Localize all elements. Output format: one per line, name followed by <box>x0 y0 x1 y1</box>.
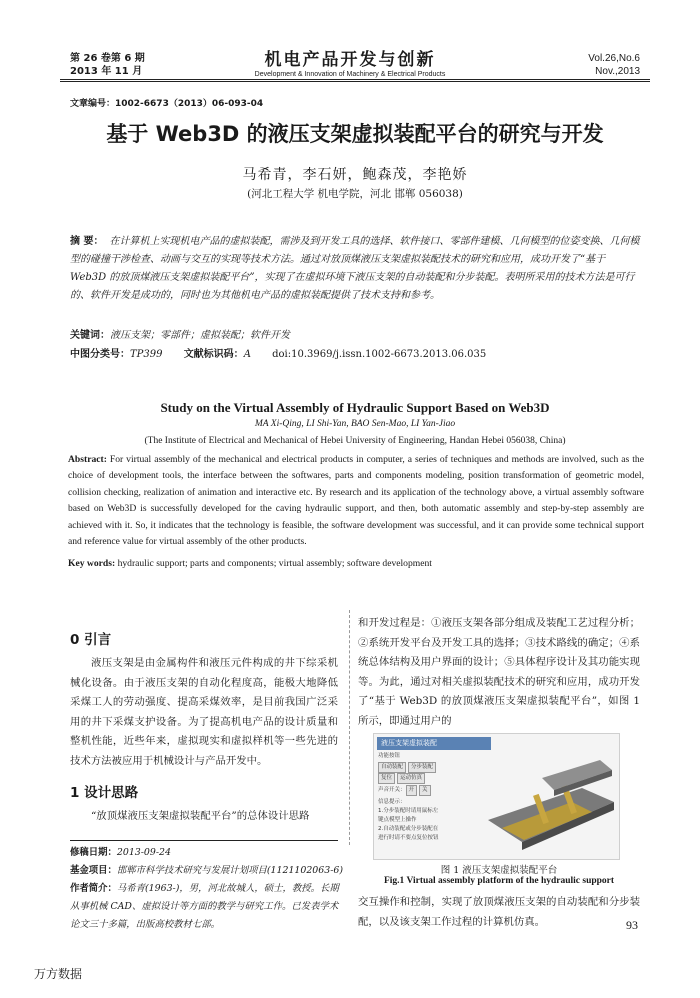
abstract-en <box>68 452 644 550</box>
right-column-para1: 和开发过程是：①液压支架各部分组成及装配工艺过程分析；②系统开发平台及开发工具的选择；③技术路线的确定；④系统总体结构及用户界面的设计；⑤具体程序设计及其功能实现等。为此，通过对相关虚拟装配技术的研究和应用，成功开发了“基于 Web3D 的放顶煤液压支架虚拟装配平台”，如图 1 所示，即通过用户的 <box>358 617 640 727</box>
motion-sim-button: 运动仿真 <box>397 773 425 784</box>
figure-ui-title: 液压支架虚拟装配 <box>377 737 491 750</box>
abstract-zh-label: 摘 要： <box>70 236 104 247</box>
keywords-en-label: Key words: <box>68 558 116 569</box>
authors-en: MA Xi-Qing, LI Shi-Yan, BAO Sen-Mao, LI Yan-Jiao <box>254 419 456 429</box>
abstract-en-label: Abstract: <box>68 454 107 465</box>
footnote <box>70 844 346 934</box>
abstract-zh <box>70 233 642 305</box>
tip-1: 1.分步装配时请用鼠标左 <box>378 808 439 814</box>
tip-2b: 进行时请不要点复位按钮 <box>378 835 439 841</box>
right-column-para2: 交互操作和控制，实现了放顶煤液压支架的自动装配和分步装配，以及该支架工作过程的计算机仿真。 <box>358 896 640 928</box>
affiliation-zh: (河北工程大学 机电学院，河北 邯郸 056038) <box>247 188 463 200</box>
header-volume-zh: 第 26 卷第 6 期 <box>70 53 145 64</box>
step-assembly-button: 分步装配 <box>408 762 436 773</box>
journal-name-en: Development & Innovation of Machinery & Electrical Products <box>254 71 446 78</box>
wanfang-watermark: 万方数据 <box>34 967 83 981</box>
bio-label: 作者简介： <box>70 883 117 894</box>
bio-text: 马希青(1963-)，男，河北故城人，硕士，教授。长期从事机械 CAD、虚拟设计等方面的教学与研究工作。已发表学术论文三十多篇，出版高校教材七部。 <box>70 883 339 930</box>
tip-2: 2.自动装配或分步装配在 <box>378 826 439 832</box>
section-heading-intro: 0 引言 <box>70 632 112 648</box>
keywords-zh-label: 关键词： <box>70 330 110 341</box>
received-label: 修稿日期： <box>70 847 117 858</box>
footnote-rule <box>70 840 338 841</box>
figure-ui-tips <box>378 798 439 843</box>
fund-label: 基金项目： <box>70 865 117 876</box>
classification-line <box>70 345 642 360</box>
paper-title-zh: 基于 Web3D 的液压支架虚拟装配平台的研究与开发 <box>106 122 604 146</box>
tips-title: 信息提示： <box>378 799 406 805</box>
paper-title-en: Study on the Virtual Assembly of Hydraulic Support Based on Web3D <box>160 400 550 415</box>
figure-ui-buttons-row1 <box>378 762 438 773</box>
doi[interactable]: doi:10.3969/j.issn.1002-6673.2013.06.035 <box>272 349 487 360</box>
section-heading-design: 1 设计思路 <box>70 785 139 801</box>
header-issue <box>70 52 145 78</box>
figure-ui-buttons-row2 <box>378 773 427 784</box>
figure-ui-sound-row <box>378 785 433 796</box>
section-design-body: “放顶煤液压支架虚拟装配平台”的总体设计思路 <box>91 810 310 822</box>
header-volume-en-block <box>588 52 640 78</box>
figure-ui-menu: 功能按钮 <box>378 753 401 759</box>
reset-button: 复位 <box>378 773 395 784</box>
doc-code-label: 文献标识码： <box>183 349 244 360</box>
clc-label: 中图分类号： <box>70 349 130 360</box>
header-volume-en: Vol.26,No.6 <box>588 53 640 64</box>
keywords-zh-text: 液压支架；零部件；虚拟装配；软件开发 <box>110 330 290 341</box>
keywords-en-text: hydraulic support; parts and components; virtual assembly; software development <box>115 558 432 569</box>
authors-zh: 马希青，李石妍，鲍森茂，李艳娇 <box>242 167 468 183</box>
abstract-zh-text: 在计算机上实现机电产品的虚拟装配，需涉及到开发工具的选择、软件接口、零部件建模、几何模型的位姿变换、几何模型的碰撞干涉检查、动画与交互的实现等技术方法。通过对放顶煤液压支架虚拟装配技术的研究和应用，成功开发了“基于 Web3D 的放顶煤液压支架虚拟装配平台”，实现了在虚拟环境下液压支架的自动装配和分步装配。表明所采用的技术方法是可行的、软件开发是成功的，同时也为其他机电产品的虚拟装配提供了技术支持和参考。 <box>70 236 640 301</box>
keywords-en <box>68 558 644 569</box>
sound-off-button: 关 <box>419 785 431 796</box>
auto-assembly-button: 自动装配 <box>378 762 406 773</box>
page-number: 93 <box>626 918 638 932</box>
header-date-zh: 2013 年 11 月 <box>70 66 143 77</box>
sound-on-button: 开 <box>406 785 418 796</box>
sound-label: 声音开关： <box>378 787 406 793</box>
tip-1b: 键点模型上操作 <box>378 817 417 823</box>
header-rule-bottom <box>60 81 650 82</box>
abstract-en-text: For virtual assembly of the mechanical and electrical products in computer, a series of techniques and methods are involved, such as the choice of development tools, the interface between the softwares, parts and components modeling, position transformation of geometric model, collision checking, realization of animation and interactive etc. By research and its application of the technology above, a virtual assembly software based on Web3D is successfully developed for the caving hydraulic support, and then, both automatic assembly and step-by-step assembly are achieved with it. So, it indicates that the technology is feasible, the software development was successful, and it can provide some technical support and reference value for virtual assembly of the other products. <box>68 454 644 548</box>
column-divider <box>349 610 350 845</box>
header-journal <box>180 50 520 80</box>
keywords-zh <box>70 326 642 341</box>
hydraulic-support-model-illustration <box>482 750 618 858</box>
affiliation-en: (The Institute of Electrical and Mechanical of Hebei University of Engineering, Handan Hebei 056038, China) <box>144 436 566 446</box>
section-intro-body: 液压支架是由金属构件和液压元件构成的井下综采机械化设备。由于液压支架的自动化程度高，能极大地降低采煤工人的劳动强度、提高采煤效率，是目前我国广泛采用的井下采煤支护设备。为了提高机电产品的设计质量和整机性能，近些年来，虚拟现实和虚拟样机等一些先进的技术方法被应用于机械设计与产品开发中。 <box>70 657 338 767</box>
header-rule-top <box>60 79 650 80</box>
figure-1-caption-en: Fig.1 Virtual assembly platform of the hydraulic support <box>383 876 615 886</box>
received-date: 2013-09-24 <box>116 847 171 858</box>
clc-code: TP399 <box>130 349 163 360</box>
fund-text: 邯郸市科学技术研究与发展计划项目(1121102063-6) <box>116 865 343 876</box>
journal-name-zh: 机电产品开发与创新 <box>264 50 436 70</box>
figure-1-caption-zh: 图 1 液压支架虚拟装配平台 <box>440 865 558 876</box>
figure-1-screenshot <box>373 733 620 860</box>
article-number: 文章编号：1002-6673（2013）06-093-04 <box>70 99 264 109</box>
doc-code: A <box>243 349 251 360</box>
header-date-en: Nov.,2013 <box>595 66 640 77</box>
